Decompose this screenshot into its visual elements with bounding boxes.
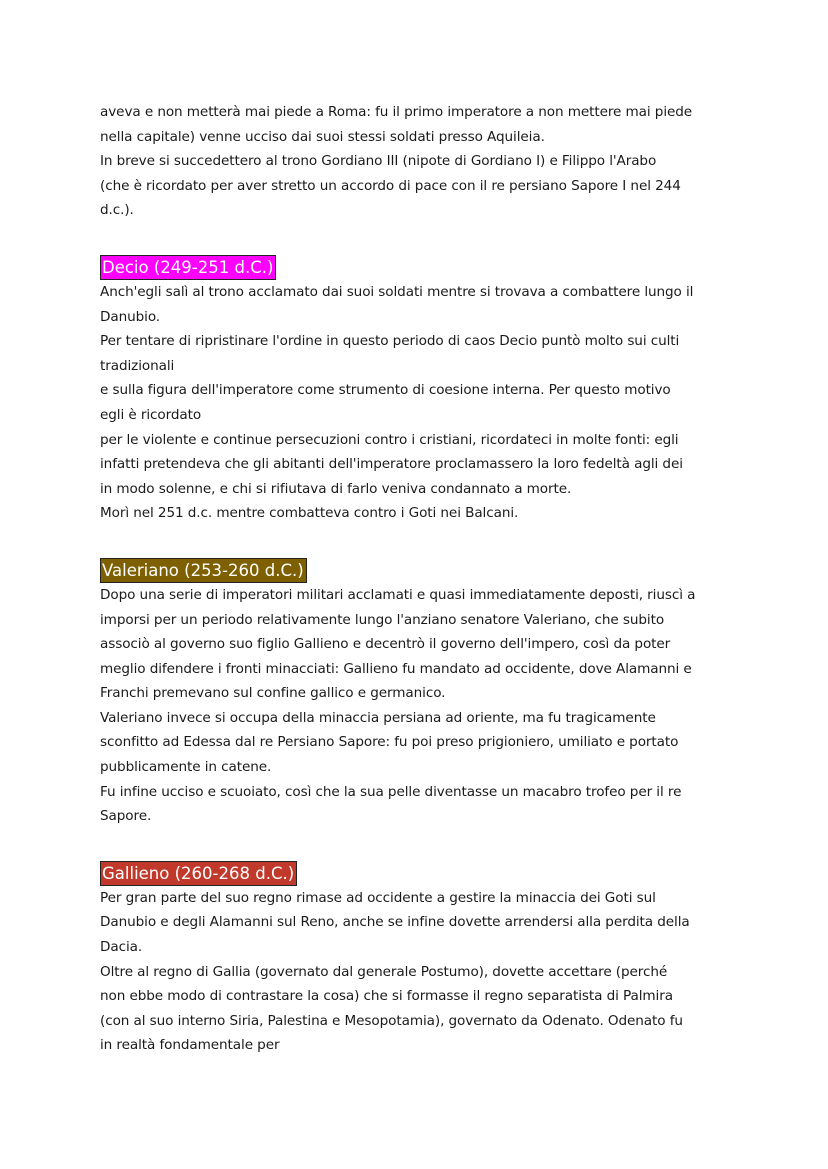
text-line: Danubio. [100, 308, 161, 325]
section-decio [100, 255, 740, 526]
text-line: In breve si succedettero al trono Gordiano III (nipote di Gordiano I) e Filippo l'Arabo [100, 153, 657, 170]
text-line: infatti pretendeva che gli abitanti dell'imperatore proclamassero la loro fedeltà agli dei [100, 456, 683, 473]
text-line: imporsi per un periodo relativamente lungo l'anziano senatore Valeriano, che subito [100, 611, 665, 628]
text-line: non ebbe modo di contrastare la cosa) che si formasse il regno separatista di Palmira [100, 988, 673, 1005]
document-page [100, 100, 740, 1058]
text-line: in modo solenne, e chi si rifiutava di farlo veniva condannato a morte. [100, 480, 572, 497]
text-line: Valeriano invece si occupa della minaccia persiana ad oriente, ma fu tragicamente [100, 709, 656, 726]
section-heading: Decio (249-251 d.C.) [100, 255, 276, 280]
text-line: nella capitale) venne ucciso dai suoi stessi soldati presso Aquileia. [100, 128, 545, 145]
text-line: Dacia. [100, 939, 143, 956]
text-line: d.c.). [100, 202, 134, 219]
section-heading: Gallieno (260-268 d.C.) [100, 861, 297, 886]
section-valeriano [100, 558, 740, 829]
text-line: e sulla figura dell'imperatore come strumento di coesione interna. Per questo motivo [100, 382, 671, 399]
text-line: Dopo una serie di imperatori militari acclamati e quasi immediatamente deposti, riuscì a [100, 586, 696, 603]
text-line: Per tentare di ripristinare l'ordine in questo periodo di caos Decio puntò molto sui culti [100, 333, 680, 350]
text-line: meglio difendere i fronti minacciati: Gallieno fu mandato ad occidente, dove Alamanni e [100, 660, 692, 677]
text-line: (che è ricordato per aver stretto un accordo di pace con il re persiano Sapore I nel 244 [100, 177, 681, 194]
text-line: aveva e non metterà mai piede a Roma: fu il primo imperatore a non mettere mai piede [100, 104, 693, 120]
text-line: tradizionali [100, 357, 175, 374]
text-line: Oltre al regno di Gallia (governato dal generale Postumo), dovette accettare (perché [100, 963, 668, 980]
text-line: Sapore. [100, 808, 152, 825]
text-line: Per gran parte del suo regno rimase ad occidente a gestire la minaccia dei Goti sul [100, 889, 656, 906]
text-line: Fu infine ucciso e scuoiato, così che la sua pelle diventasse un macabro trofeo per il re [100, 783, 682, 800]
text-line: in realtà fondamentale per [100, 1037, 280, 1054]
text-line: pubblicamente in catene. [100, 759, 272, 776]
text-line: sconfitto ad Edessa dal re Persiano Sapore: fu poi preso prigioniero, umiliato e portato [100, 734, 679, 751]
text-line: Franchi premevano sul confine gallico e germanico. [100, 685, 446, 702]
text-line: egli è ricordato [100, 406, 202, 423]
text-line: per le violente e continue persecuzioni contro i cristiani, ricordateci in molte fonti: egli [100, 431, 679, 448]
section-gallieno [100, 861, 740, 1058]
text-line: associò al governo suo figlio Gallieno e decentrò il governo dell'impero, così da poter [100, 636, 671, 653]
text-line: (con al suo interno Siria, Palestina e Mesopotamia), governato da Odenato. Odenato fu [100, 1012, 683, 1029]
section-heading: Valeriano (253-260 d.C.) [100, 558, 307, 583]
text-line: Danubio e degli Alamanni sul Reno, anche se infine dovette arrendersi alla perdita della [100, 914, 690, 931]
intro-paragraph [100, 100, 740, 223]
text-line: Morì nel 251 d.c. mentre combatteva contro i Goti nei Balcani. [100, 505, 519, 522]
text-line: Anch'egli salì al trono acclamato dai suoi soldati mentre si trovava a combattere lungo il [100, 283, 694, 300]
